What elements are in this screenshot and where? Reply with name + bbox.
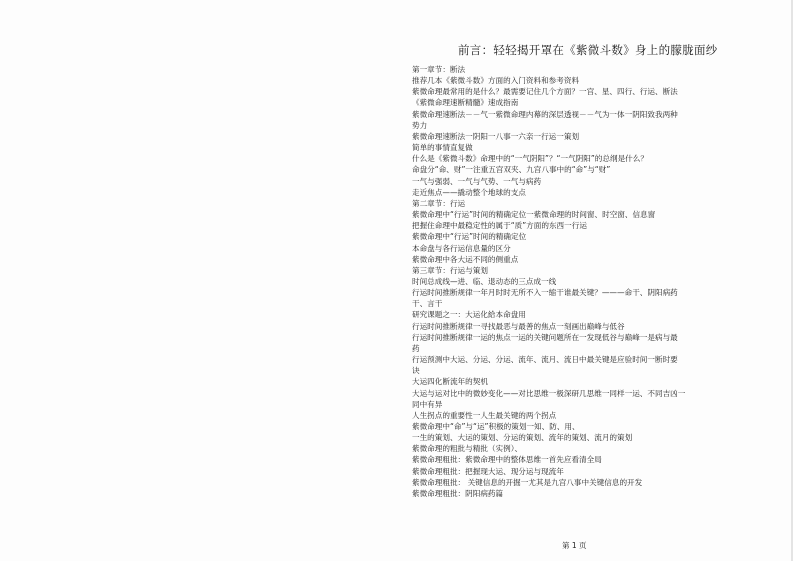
toc-line: 本命盘与各行运信息量的区分 xyxy=(412,243,511,253)
toc-line: 一气与强弱、一气与气势、一气与病药 xyxy=(412,176,542,186)
toc-line: 紫微命理速断法一阴阳一八事一六亲一行运一策划 xyxy=(412,131,580,141)
toc-line: 紫微命理的粗批与精批（实例）、 xyxy=(412,444,523,454)
toc-line: 紫微命理中“行运”时间的精确定位一紫微命理的时间窗、时空窗、信息窗 xyxy=(412,210,656,220)
toc-line: 药 xyxy=(412,343,420,353)
toc-line: 紫微命理粗批： 关键信息的开掘一尤其是九宫八事中关键信息的开发 xyxy=(412,477,643,487)
toc-line: 干、言干 xyxy=(412,299,443,309)
toc-line: 行运时间推断规律一运的焦点一运的关键问题所在一发现低谷与巅峰一是病与最 xyxy=(412,332,678,342)
toc-line: 大运四化断流年的契机 xyxy=(412,377,488,387)
toc-line: 紫微命理中“行运”时间的精确定位 xyxy=(412,232,527,242)
toc-line: 一生的策划、大运的策划、分运的策划、流年的策划、流月的策划 xyxy=(412,433,633,443)
toc-line: 大运与运对比中的微妙变化——对比思维一极深研几思维一同样一运、不同吉凶一 xyxy=(412,388,686,398)
toc-line: 第二章节：行运 xyxy=(412,198,466,208)
toc-line: 行运时间推断规律一寻找最恶与最善的焦点一刻画出巅峰与低谷 xyxy=(412,321,625,331)
toc-line: 紫微命理最常用的是什么？最需要记住几个方面？一宫、星、四行、行运、断法 xyxy=(412,87,678,97)
toc-line: 什么是《紫微斗数》命理中的“一气阴阳”？“一气阴阳”的总纲是什么？ xyxy=(412,154,648,164)
table-of-contents xyxy=(412,64,752,499)
toc-line: 研究课题之一：大运化給本命盘用 xyxy=(412,310,526,320)
toc-line: 同中有异 xyxy=(412,399,443,409)
toc-line: 《紫微命理速断精髓》速成指南 xyxy=(412,98,519,108)
toc-line: 时间总成线—进、临、退动态的三点成一线 xyxy=(412,276,557,286)
toc-line: 行运时间推断规律一年月时时无所不入一缩干谁最关键？———命干、阴阳病药 xyxy=(412,288,678,298)
toc-line: 把握住命理中最稳定性的属于“质”方面的东西一行运 xyxy=(412,221,587,231)
toc-line: 推荐几本《紫微斗数》方面的入门资料和参考资料 xyxy=(412,76,580,86)
toc-line: 第一章节：断法 xyxy=(412,65,466,74)
toc-line: 势力 xyxy=(412,120,428,130)
toc-line: 第三章节：行运与策划 xyxy=(412,265,488,275)
toc-line: 人生拐点的重要性一人生最关键的两个拐点 xyxy=(412,410,557,420)
toc-line: 命盘分“命、财”一注重五宫双夹、九宫八事中的“命”与“财” xyxy=(412,165,611,175)
toc-line: 紫微命理粗批：阴阳病药篇 xyxy=(412,488,504,498)
toc-line: 走近焦点——撬动整个地球的支点 xyxy=(412,187,526,197)
toc-line: 紫微命理速断法－－气一紫微命理内幕的深层透视－－气为一体一阴阳致我两种 xyxy=(412,109,678,119)
toc-line: 紫微命理粗批：把握现大运、现分运与现流年 xyxy=(412,466,564,476)
toc-line: 紫微命理中各大运不同的侧重点 xyxy=(412,254,519,264)
page-number: 第 1 页 xyxy=(562,541,587,550)
page-title: 前言：轻轻揭开罩在《紫微斗数》身上的朦胧面纱 xyxy=(458,43,718,57)
toc-line: 紫微命理粗批：紫微命理中的整体思维一首先应看清全局 xyxy=(412,455,602,465)
toc-line: 诀 xyxy=(412,366,420,376)
toc-line: 行运预测中大运、分运、分运、流年、流月、流日中最关键是应验时间一断时要 xyxy=(412,355,678,365)
toc-line: 简单的事情直复做 xyxy=(412,143,473,153)
toc-line: 紫微命理中“命”与“运”积极的策划一知、防、用、 xyxy=(412,422,580,431)
